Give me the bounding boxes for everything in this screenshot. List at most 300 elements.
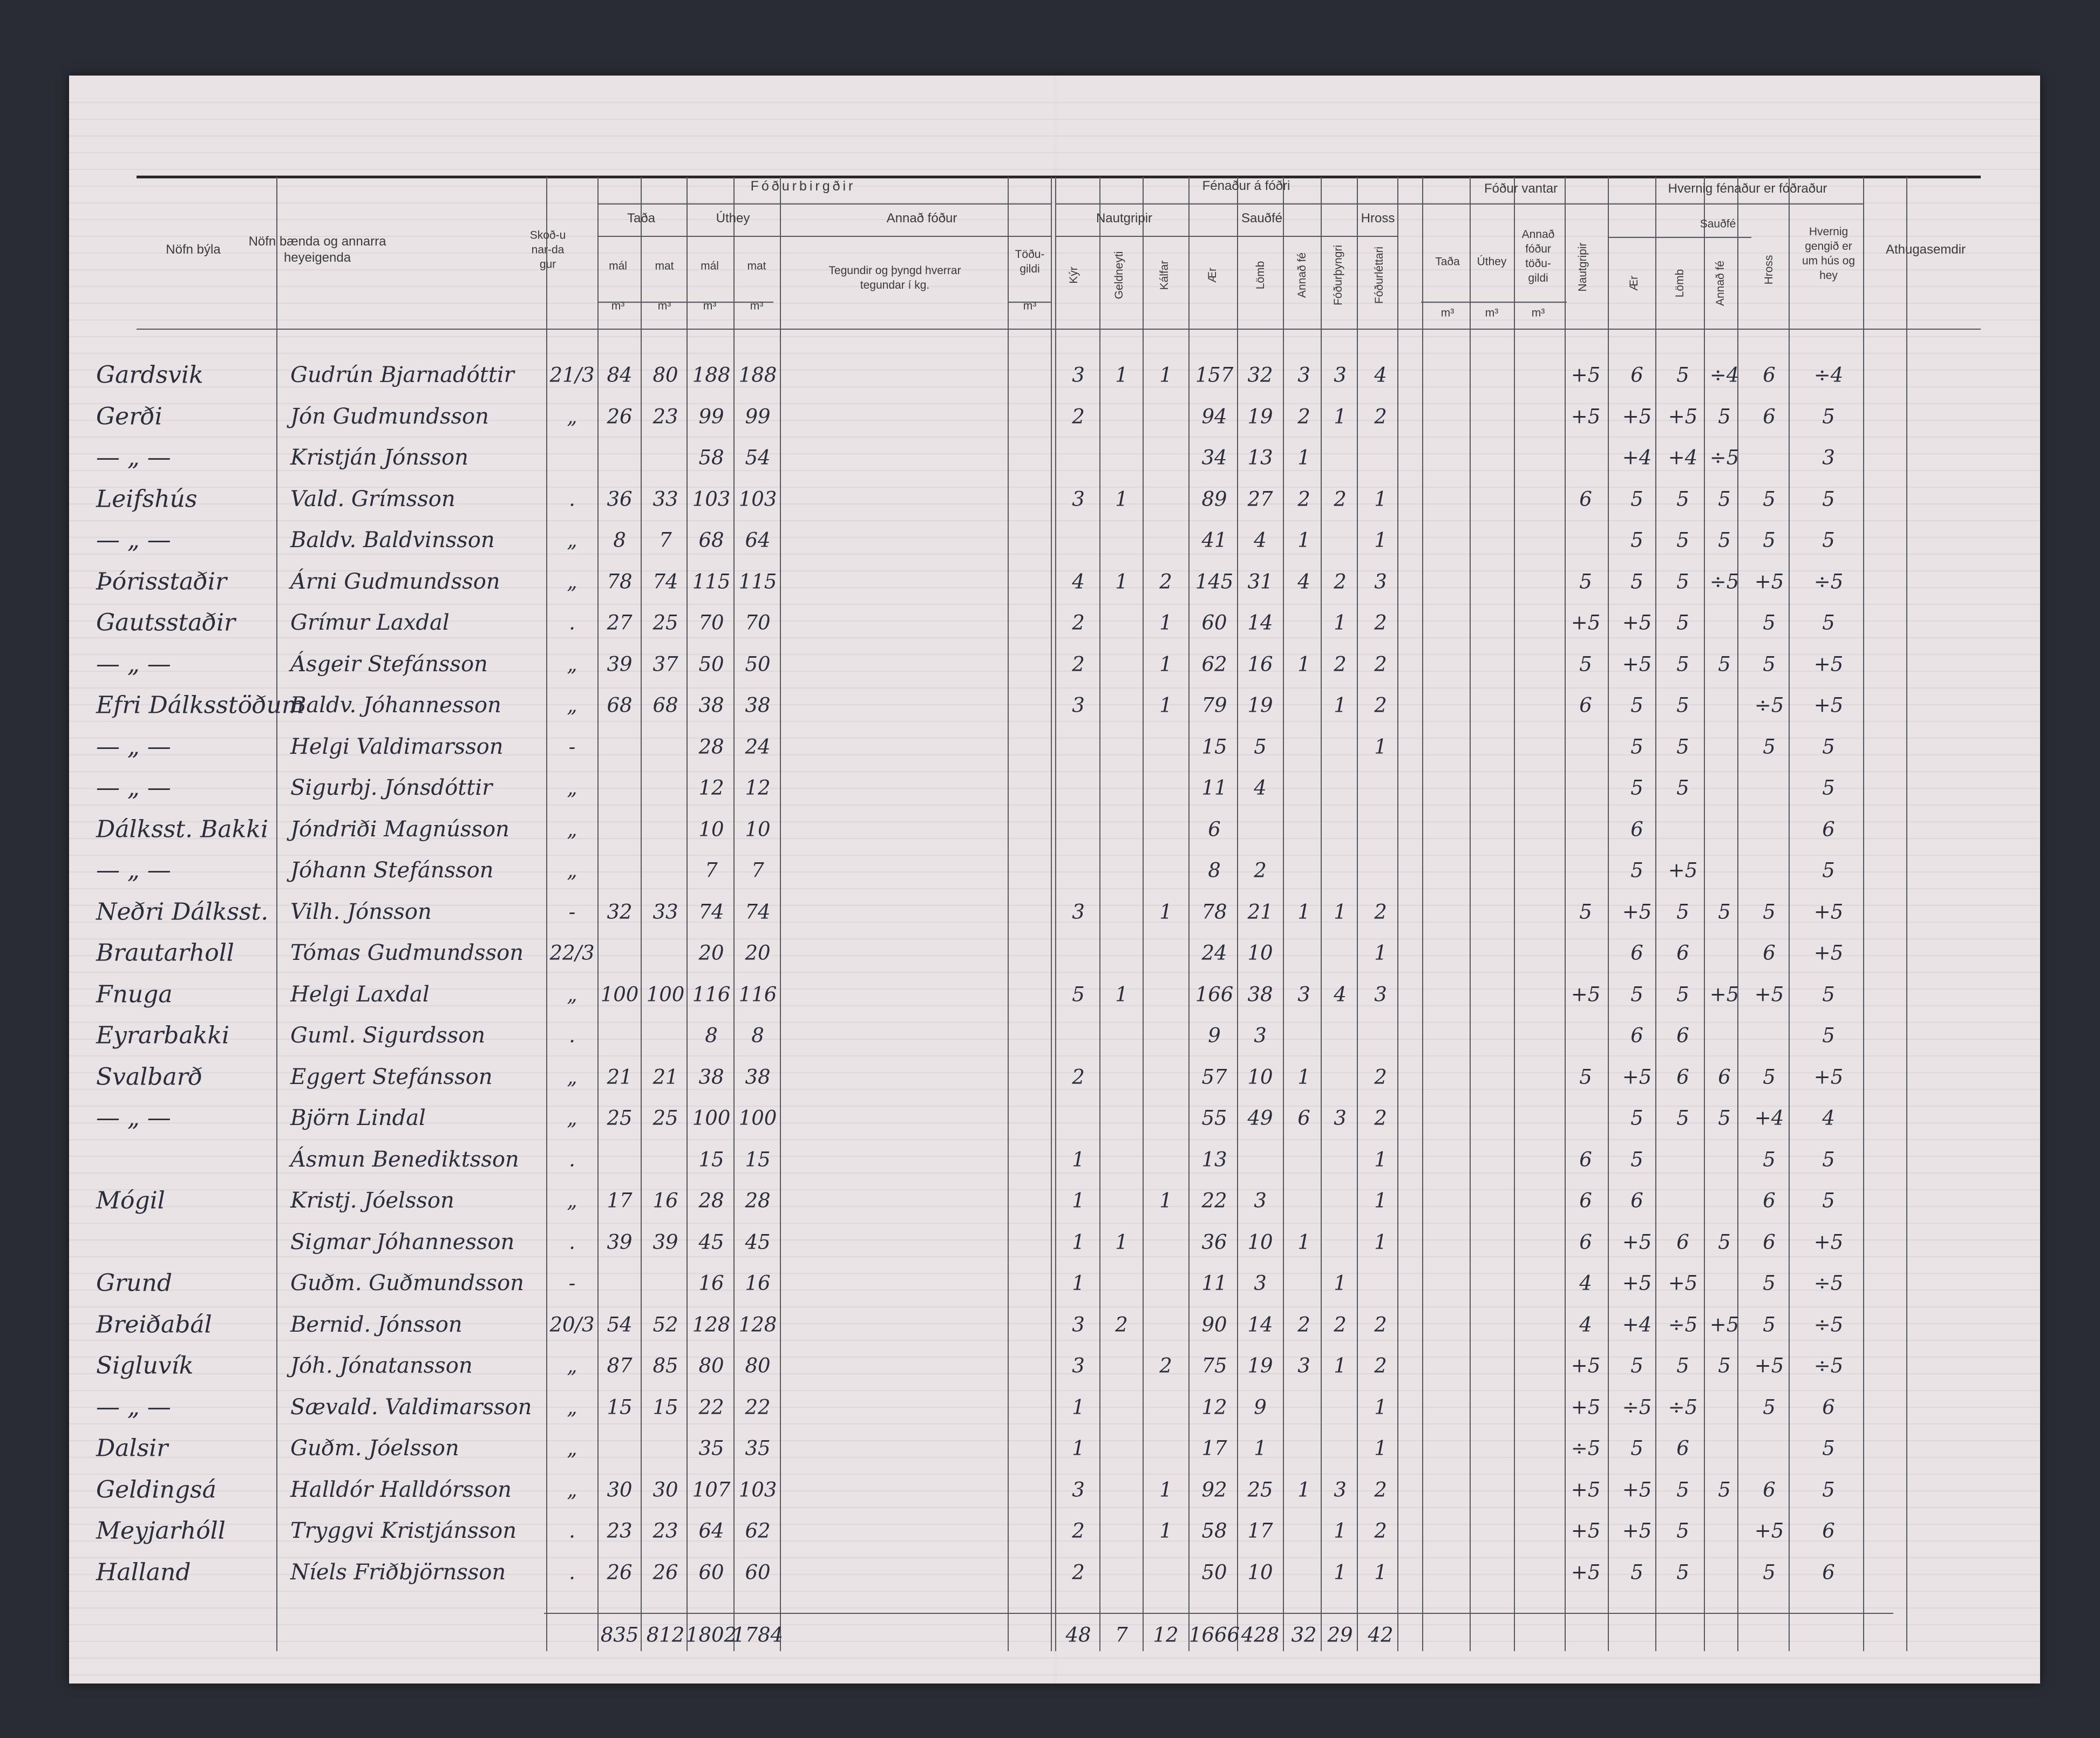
cell-h-aer: +4 bbox=[1622, 1313, 1652, 1336]
cell-h-lomb: 5 bbox=[1676, 983, 1689, 1006]
header-aer: Ær bbox=[1206, 268, 1219, 283]
farm-name: Svalbarð bbox=[96, 1063, 203, 1090]
cell-lettari: 1 bbox=[1374, 1148, 1387, 1171]
cell-aer: 94 bbox=[1201, 405, 1227, 428]
cell-h-naut: 5 bbox=[1579, 900, 1592, 923]
inspection-date: „ bbox=[567, 1354, 577, 1378]
header-m3-2: m³ bbox=[657, 299, 671, 312]
cell-h-naut: +5 bbox=[1571, 363, 1601, 387]
cell-h-aer: +5 bbox=[1622, 405, 1652, 428]
farm-name: Grund bbox=[96, 1269, 173, 1297]
cell-h-aer: +5 bbox=[1622, 1271, 1652, 1295]
cell-h-gengid: +5 bbox=[1813, 652, 1844, 676]
cell-lomb: 32 bbox=[1247, 363, 1273, 387]
cell-thyngri: 3 bbox=[1334, 1106, 1347, 1130]
inspection-date: „ bbox=[567, 776, 577, 800]
total-tada-mal: 835 bbox=[600, 1623, 639, 1647]
cell-h-gengid: 5 bbox=[1822, 528, 1835, 552]
cell-lettari: 2 bbox=[1374, 693, 1387, 717]
cell-lomb: 10 bbox=[1247, 1560, 1273, 1584]
cell-uthey-mal: 16 bbox=[698, 1271, 724, 1295]
cell-h-annad: 5 bbox=[1718, 1106, 1731, 1130]
header-fodur-vantar: Fóður vantar bbox=[1484, 181, 1558, 196]
cell-h-annad: 5 bbox=[1718, 1230, 1731, 1253]
cell-aer: 75 bbox=[1201, 1354, 1227, 1378]
cell-tada-mal: 23 bbox=[607, 1519, 633, 1543]
cell-h-hross: +5 bbox=[1754, 570, 1784, 593]
cell-lettari: 2 bbox=[1374, 900, 1387, 923]
farm-name: — „ — bbox=[96, 1104, 171, 1132]
cell-uthey-mal: 22 bbox=[698, 1395, 724, 1419]
header-tada-mal: mál bbox=[609, 260, 627, 272]
cell-aer: 157 bbox=[1195, 363, 1234, 387]
cell-aer: 90 bbox=[1201, 1313, 1227, 1336]
cell-h-lomb: 5 bbox=[1676, 1560, 1689, 1584]
header-m3-1: m³ bbox=[611, 299, 625, 312]
cell-h-naut: 6 bbox=[1579, 693, 1592, 717]
cell-uthey-mat: 64 bbox=[745, 528, 771, 552]
cell-annad: 3 bbox=[1297, 983, 1310, 1006]
cell-lettari: 1 bbox=[1374, 1230, 1387, 1253]
cell-h-aer: +5 bbox=[1622, 1478, 1652, 1501]
cell-kyr: 1 bbox=[1072, 1271, 1085, 1295]
cell-uthey-mat: 116 bbox=[738, 983, 777, 1006]
inspection-date: . bbox=[569, 487, 575, 510]
cell-h-annad: 5 bbox=[1718, 652, 1731, 676]
cell-tada-mat: 100 bbox=[646, 983, 685, 1006]
cell-uthey-mat: 100 bbox=[738, 1106, 777, 1130]
cell-uthey-mal: 188 bbox=[692, 363, 731, 387]
header-h-saudfe: Sauðfé bbox=[1700, 217, 1736, 230]
farm-name: Breiðabál bbox=[96, 1311, 212, 1338]
cell-uthey-mal: 12 bbox=[698, 776, 724, 800]
cell-uthey-mal: 128 bbox=[692, 1313, 731, 1336]
cell-uthey-mat: 103 bbox=[738, 1478, 777, 1501]
cell-h-lomb: ÷5 bbox=[1668, 1313, 1698, 1336]
cell-thyngri: 3 bbox=[1334, 363, 1347, 387]
cell-kalf: 1 bbox=[1159, 363, 1172, 387]
owner-name: Ásmun Benediktsson bbox=[290, 1147, 519, 1172]
cell-h-lomb: 5 bbox=[1676, 735, 1689, 758]
cell-h-aer: ÷5 bbox=[1622, 1395, 1652, 1419]
cell-thyngri: 1 bbox=[1334, 405, 1347, 428]
cell-h-hross: 5 bbox=[1763, 1560, 1776, 1584]
cell-tada-mat: 33 bbox=[653, 900, 678, 923]
cell-tada-mat: 74 bbox=[653, 570, 678, 593]
inspection-date: „ bbox=[567, 570, 577, 593]
cell-thyngri: 2 bbox=[1334, 570, 1347, 593]
owner-name: Kristján Jónsson bbox=[290, 445, 468, 470]
cell-h-lomb: +5 bbox=[1668, 1271, 1698, 1295]
cell-lomb: 9 bbox=[1254, 1395, 1267, 1419]
cell-uthey-mal: 70 bbox=[698, 611, 724, 635]
cell-lomb: 38 bbox=[1247, 983, 1273, 1006]
cell-kyr: 3 bbox=[1072, 363, 1085, 387]
cell-h-naut: +5 bbox=[1571, 1478, 1601, 1501]
cell-kalf: 2 bbox=[1159, 570, 1172, 593]
farm-name: Gerði bbox=[96, 403, 162, 430]
cell-tada-mal: 26 bbox=[607, 1560, 633, 1584]
cell-h-hross: 6 bbox=[1763, 941, 1776, 965]
inspection-date: - bbox=[568, 1271, 576, 1295]
header-annad-fodur: Annað fóður bbox=[886, 211, 957, 226]
header-h-hross: Hross bbox=[1763, 255, 1775, 285]
cell-h-naut: +5 bbox=[1571, 1519, 1601, 1543]
header-tada: Taða bbox=[627, 211, 656, 226]
cell-kalf: 2 bbox=[1159, 1354, 1172, 1378]
header-h-lomb: Lömb bbox=[1674, 269, 1686, 298]
farm-name: Þórisstaðir bbox=[96, 568, 227, 595]
cell-h-naut: +5 bbox=[1571, 1560, 1601, 1584]
cell-h-lomb: 5 bbox=[1676, 1478, 1689, 1501]
cell-lettari: 1 bbox=[1374, 1189, 1387, 1212]
farm-name: Fnuga bbox=[96, 980, 173, 1008]
farm-name: Leifshús bbox=[96, 485, 198, 513]
cell-geld: 1 bbox=[1115, 570, 1128, 593]
owner-name: Bernid. Jónsson bbox=[290, 1312, 463, 1337]
cell-h-aer: +5 bbox=[1622, 1230, 1652, 1253]
cell-h-hross: 5 bbox=[1763, 900, 1776, 923]
cell-h-gengid: +5 bbox=[1813, 1230, 1844, 1253]
cell-h-lomb: 6 bbox=[1676, 1065, 1689, 1088]
cell-aer: 78 bbox=[1201, 900, 1227, 923]
cell-uthey-mal: 100 bbox=[692, 1106, 731, 1130]
cell-h-gengid: 5 bbox=[1822, 983, 1835, 1006]
owner-name: Sigurbj. Jónsdóttir bbox=[290, 775, 493, 800]
cell-tada-mat: 30 bbox=[653, 1478, 678, 1501]
header-vantar-uthey: Úthey bbox=[1477, 255, 1507, 268]
cell-h-hross: 5 bbox=[1763, 735, 1776, 758]
cell-lomb: 21 bbox=[1247, 900, 1273, 923]
cell-aer: 166 bbox=[1195, 983, 1234, 1006]
cell-h-naut: 5 bbox=[1579, 652, 1592, 676]
inspection-date: - bbox=[568, 900, 576, 923]
cell-lomb: 10 bbox=[1247, 1230, 1273, 1253]
total-annad: 32 bbox=[1291, 1623, 1317, 1647]
cell-kalf: 1 bbox=[1159, 611, 1172, 635]
cell-h-gengid: 5 bbox=[1822, 487, 1835, 510]
farm-name: Efri Dálksstöðum bbox=[96, 691, 304, 719]
owner-name: Níels Friðbjörnsson bbox=[290, 1559, 506, 1585]
cell-aer: 79 bbox=[1201, 693, 1227, 717]
cell-h-gengid: 6 bbox=[1822, 1395, 1835, 1419]
cell-lomb: 19 bbox=[1247, 693, 1273, 717]
total-geld: 7 bbox=[1115, 1623, 1128, 1647]
cell-tada-mal: 15 bbox=[607, 1395, 633, 1419]
cell-kyr: 2 bbox=[1072, 1065, 1085, 1088]
cell-uthey-mal: 15 bbox=[698, 1148, 724, 1171]
header-m3-5: m³ bbox=[1023, 299, 1037, 312]
cell-tada-mal: 68 bbox=[607, 693, 633, 717]
cell-uthey-mat: 188 bbox=[738, 363, 777, 387]
cell-lettari: 1 bbox=[1374, 487, 1387, 510]
cell-kyr: 2 bbox=[1072, 1519, 1085, 1543]
cell-tada-mat: 7 bbox=[659, 528, 672, 552]
cell-tada-mal: 21 bbox=[607, 1065, 633, 1088]
inspection-date: „ bbox=[567, 652, 577, 676]
cell-h-aer: 5 bbox=[1630, 858, 1643, 882]
cell-uthey-mal: 103 bbox=[692, 487, 731, 510]
cell-h-annad: 6 bbox=[1718, 1065, 1731, 1088]
cell-uthey-mat: 103 bbox=[738, 487, 777, 510]
total-thyngri: 29 bbox=[1327, 1623, 1353, 1647]
cell-uthey-mal: 45 bbox=[698, 1230, 724, 1253]
cell-h-gengid: +5 bbox=[1813, 1065, 1844, 1088]
farm-name: — „ — bbox=[96, 856, 171, 884]
cell-tada-mat: 25 bbox=[653, 1106, 678, 1130]
cell-lettari: 2 bbox=[1374, 1065, 1387, 1088]
cell-h-gengid: 5 bbox=[1822, 735, 1835, 758]
cell-h-lomb: 5 bbox=[1676, 1519, 1689, 1543]
cell-aer: 145 bbox=[1195, 570, 1234, 593]
cell-h-lomb: 5 bbox=[1676, 900, 1689, 923]
cell-uthey-mat: 128 bbox=[738, 1313, 777, 1336]
cell-tada-mat: 25 bbox=[653, 611, 678, 635]
cell-uthey-mal: 99 bbox=[698, 405, 724, 428]
header-annad-fe: Annað fé bbox=[1296, 252, 1308, 298]
cell-h-gengid: 6 bbox=[1822, 1560, 1835, 1584]
cell-h-hross: 5 bbox=[1763, 611, 1776, 635]
cell-uthey-mal: 115 bbox=[692, 570, 731, 593]
cell-thyngri: 1 bbox=[1334, 1354, 1347, 1378]
farm-name: Sigluvík bbox=[96, 1352, 194, 1380]
cell-uthey-mal: 50 bbox=[698, 652, 724, 676]
cell-lettari: 1 bbox=[1374, 1560, 1387, 1584]
header-hvernig-gengid: Hvernig gengið er um hús og hey bbox=[1802, 226, 1856, 282]
cell-h-naut: +5 bbox=[1571, 1395, 1601, 1419]
cell-uthey-mat: 54 bbox=[745, 446, 771, 469]
cell-uthey-mat: 35 bbox=[745, 1436, 771, 1460]
cell-h-lomb: +5 bbox=[1668, 858, 1698, 882]
owner-name: Vilh. Jónsson bbox=[290, 899, 432, 924]
cell-uthey-mal: 38 bbox=[698, 693, 724, 717]
cell-h-gengid: ÷4 bbox=[1813, 363, 1844, 387]
header-uthey: Úthey bbox=[716, 211, 750, 226]
cell-annad: 1 bbox=[1297, 652, 1310, 676]
cell-lettari: 1 bbox=[1374, 528, 1387, 552]
farm-name: Brautarholl bbox=[96, 939, 234, 967]
cell-lomb: 2 bbox=[1254, 858, 1267, 882]
cell-kyr: 2 bbox=[1072, 652, 1085, 676]
cell-thyngri: 1 bbox=[1334, 611, 1347, 635]
header-kalfar: Kálfar bbox=[1158, 260, 1171, 290]
header-tada-mat: mat bbox=[655, 260, 674, 272]
cell-lomb: 4 bbox=[1254, 776, 1267, 800]
header-athugasemdir: Athugasemdir bbox=[1885, 242, 1966, 257]
cell-lettari: 1 bbox=[1374, 941, 1387, 965]
cell-tada-mal: 87 bbox=[607, 1354, 633, 1378]
cell-h-lomb: 5 bbox=[1676, 693, 1689, 717]
cell-tada-mal: 54 bbox=[607, 1313, 633, 1336]
cell-lomb: 10 bbox=[1247, 1065, 1273, 1088]
cell-annad: 2 bbox=[1297, 405, 1310, 428]
owner-name: Björn Lindal bbox=[290, 1106, 426, 1130]
cell-lomb: 25 bbox=[1247, 1478, 1273, 1501]
cell-thyngri: 2 bbox=[1334, 1313, 1347, 1336]
cell-kyr: 2 bbox=[1072, 611, 1085, 635]
cell-h-gengid: 5 bbox=[1822, 405, 1835, 428]
cell-h-naut: +5 bbox=[1571, 1354, 1601, 1378]
cell-thyngri: 1 bbox=[1334, 1560, 1347, 1584]
header-vantar-annad: Annað fóður töðu-gildi bbox=[1521, 228, 1555, 284]
cell-h-hross: 6 bbox=[1763, 1478, 1776, 1501]
inspection-date: „ bbox=[567, 1065, 577, 1088]
cell-h-lomb: 5 bbox=[1676, 363, 1689, 387]
cell-annad: 1 bbox=[1297, 1230, 1310, 1253]
header-kyr: Kýr bbox=[1068, 267, 1080, 284]
cell-h-naut: 6 bbox=[1579, 1148, 1592, 1171]
cell-h-annad: 5 bbox=[1718, 1478, 1731, 1501]
cell-uthey-mat: 8 bbox=[751, 1024, 764, 1047]
total-kalf: 12 bbox=[1153, 1623, 1179, 1647]
header-m3-7: m³ bbox=[1485, 306, 1499, 319]
cell-lomb: 14 bbox=[1247, 611, 1273, 635]
cell-kyr: 4 bbox=[1072, 570, 1085, 593]
cell-uthey-mat: 12 bbox=[745, 776, 771, 800]
cell-lomb: 1 bbox=[1254, 1436, 1267, 1460]
cell-h-hross: 5 bbox=[1763, 1271, 1776, 1295]
inspection-date: „ bbox=[567, 1189, 577, 1212]
cell-h-aer: 5 bbox=[1630, 983, 1643, 1006]
cell-lomb: 17 bbox=[1247, 1519, 1273, 1543]
owner-name: Guml. Sigurdsson bbox=[290, 1023, 486, 1048]
header-fodurbirgdir: Fóðurbirgðir bbox=[750, 179, 856, 194]
inspection-date: „ bbox=[567, 1436, 577, 1460]
total-kyr: 48 bbox=[1065, 1623, 1091, 1647]
header-saudfe: Sauðfé bbox=[1241, 211, 1283, 226]
inspection-date: . bbox=[569, 1024, 575, 1047]
owner-name: Jóndriði Magnússon bbox=[290, 816, 509, 842]
cell-h-gengid: 5 bbox=[1822, 858, 1835, 882]
cell-tada-mal: 39 bbox=[607, 652, 633, 676]
cell-thyngri: 3 bbox=[1334, 1478, 1347, 1501]
cell-uthey-mat: 38 bbox=[745, 693, 771, 717]
cell-h-aer: 5 bbox=[1630, 735, 1643, 758]
inspection-date: „ bbox=[567, 983, 577, 1006]
cell-kyr: 3 bbox=[1072, 1313, 1085, 1336]
cell-h-lomb: 5 bbox=[1676, 776, 1689, 800]
cell-annad: 1 bbox=[1297, 446, 1310, 469]
cell-h-hross: 5 bbox=[1763, 1313, 1776, 1336]
cell-h-aer: +4 bbox=[1622, 446, 1652, 469]
farm-name: — „ — bbox=[96, 774, 171, 802]
cell-aer: 36 bbox=[1201, 1230, 1227, 1253]
cell-uthey-mal: 80 bbox=[698, 1354, 724, 1378]
cell-annad: 1 bbox=[1297, 528, 1310, 552]
inspection-date: - bbox=[568, 735, 576, 758]
owner-name: Eggert Stefánsson bbox=[290, 1064, 493, 1089]
cell-kyr: 3 bbox=[1072, 1478, 1085, 1501]
cell-tada-mal: 8 bbox=[613, 528, 626, 552]
cell-h-annad: +5 bbox=[1709, 1313, 1739, 1336]
cell-kalf: 1 bbox=[1159, 1519, 1172, 1543]
cell-lomb: 13 bbox=[1247, 446, 1273, 469]
cell-geld: 1 bbox=[1115, 1230, 1128, 1253]
cell-thyngri: 1 bbox=[1334, 1519, 1347, 1543]
cell-tada-mat: 39 bbox=[653, 1230, 678, 1253]
owner-name: Jóh. Jónatansson bbox=[290, 1353, 473, 1378]
header-vantar-tada: Taða bbox=[1435, 255, 1460, 268]
farm-name: — „ — bbox=[96, 650, 171, 678]
header-hross: Hross bbox=[1361, 211, 1395, 226]
cell-aer: 41 bbox=[1201, 528, 1227, 552]
cell-uthey-mal: 28 bbox=[698, 1189, 724, 1212]
header-owner-names: Nöfn bænda og annarra heyeigenda bbox=[248, 234, 386, 265]
cell-h-naut: 6 bbox=[1579, 1230, 1592, 1253]
owner-name: Helgi Valdimarsson bbox=[290, 734, 504, 759]
cell-lettari: 1 bbox=[1374, 735, 1387, 758]
cell-lomb: 10 bbox=[1247, 941, 1273, 965]
cell-h-aer: 5 bbox=[1630, 1560, 1643, 1584]
cell-annad: 1 bbox=[1297, 900, 1310, 923]
cell-h-annad: ÷5 bbox=[1709, 570, 1739, 593]
cell-h-annad: 5 bbox=[1718, 528, 1731, 552]
cell-kyr: 2 bbox=[1072, 405, 1085, 428]
cell-h-annad: ÷4 bbox=[1709, 363, 1739, 387]
cell-h-aer: 6 bbox=[1630, 363, 1643, 387]
owner-name: Guðm. Guðmundsson bbox=[290, 1271, 524, 1296]
cell-uthey-mat: 16 bbox=[745, 1271, 771, 1295]
cell-uthey-mal: 116 bbox=[692, 983, 731, 1006]
cell-h-gengid: 5 bbox=[1822, 776, 1835, 800]
cell-h-hross: 5 bbox=[1763, 1148, 1776, 1171]
cell-uthey-mat: 70 bbox=[745, 611, 771, 635]
cell-annad: 4 bbox=[1297, 570, 1310, 593]
owner-name: Ásgeir Stefánsson bbox=[290, 651, 488, 677]
census-form-sheet bbox=[69, 76, 2040, 1684]
cell-h-gengid: 5 bbox=[1822, 1436, 1835, 1460]
owner-name: Guðm. Jóelsson bbox=[290, 1436, 459, 1461]
cell-uthey-mat: 7 bbox=[751, 858, 764, 882]
cell-uthey-mat: 15 bbox=[745, 1148, 771, 1171]
header-m3-4: m³ bbox=[750, 299, 764, 312]
cell-lomb: 3 bbox=[1254, 1271, 1267, 1295]
cell-aer: 34 bbox=[1201, 446, 1227, 469]
cell-h-gengid: 6 bbox=[1822, 1519, 1835, 1543]
cell-lomb: 49 bbox=[1247, 1106, 1273, 1130]
farm-name: Gautsstaðir bbox=[96, 609, 236, 637]
cell-lettari: 3 bbox=[1374, 570, 1387, 593]
cell-kyr: 1 bbox=[1072, 1189, 1085, 1212]
farm-name: — „ — bbox=[96, 1393, 171, 1421]
owner-name: Sigmar Jóhannesson bbox=[290, 1229, 515, 1255]
cell-kyr: 1 bbox=[1072, 1436, 1085, 1460]
cell-h-gengid: 5 bbox=[1822, 1024, 1835, 1047]
cell-lettari: 2 bbox=[1374, 611, 1387, 635]
inspection-date: 21/3 bbox=[549, 363, 595, 387]
cell-h-naut: +5 bbox=[1571, 611, 1601, 635]
cell-h-gengid: ÷5 bbox=[1813, 570, 1844, 593]
cell-uthey-mat: 115 bbox=[738, 570, 777, 593]
cell-h-aer: +5 bbox=[1622, 1519, 1652, 1543]
cell-uthey-mat: 62 bbox=[745, 1519, 771, 1543]
cell-lomb: 31 bbox=[1247, 570, 1273, 593]
header-fodurlettari: Fóðurléttari bbox=[1373, 246, 1385, 304]
cell-kalf: 1 bbox=[1159, 1189, 1172, 1212]
cell-aer: 24 bbox=[1201, 941, 1227, 965]
farm-name: Eyrarbakki bbox=[96, 1021, 230, 1049]
total-uthey-mat: 1784 bbox=[732, 1623, 784, 1647]
cell-tada-mal: 17 bbox=[607, 1189, 633, 1212]
cell-annad: 1 bbox=[1297, 1065, 1310, 1088]
cell-h-aer: +5 bbox=[1622, 1065, 1652, 1088]
cell-h-lomb: 5 bbox=[1676, 652, 1689, 676]
cell-thyngri: 1 bbox=[1334, 900, 1347, 923]
owner-name: Gudrún Bjarnadóttir bbox=[290, 363, 514, 387]
cell-h-lomb: 5 bbox=[1676, 611, 1689, 635]
cell-h-gengid: +5 bbox=[1813, 693, 1844, 717]
cell-h-annad: ÷5 bbox=[1709, 446, 1739, 469]
